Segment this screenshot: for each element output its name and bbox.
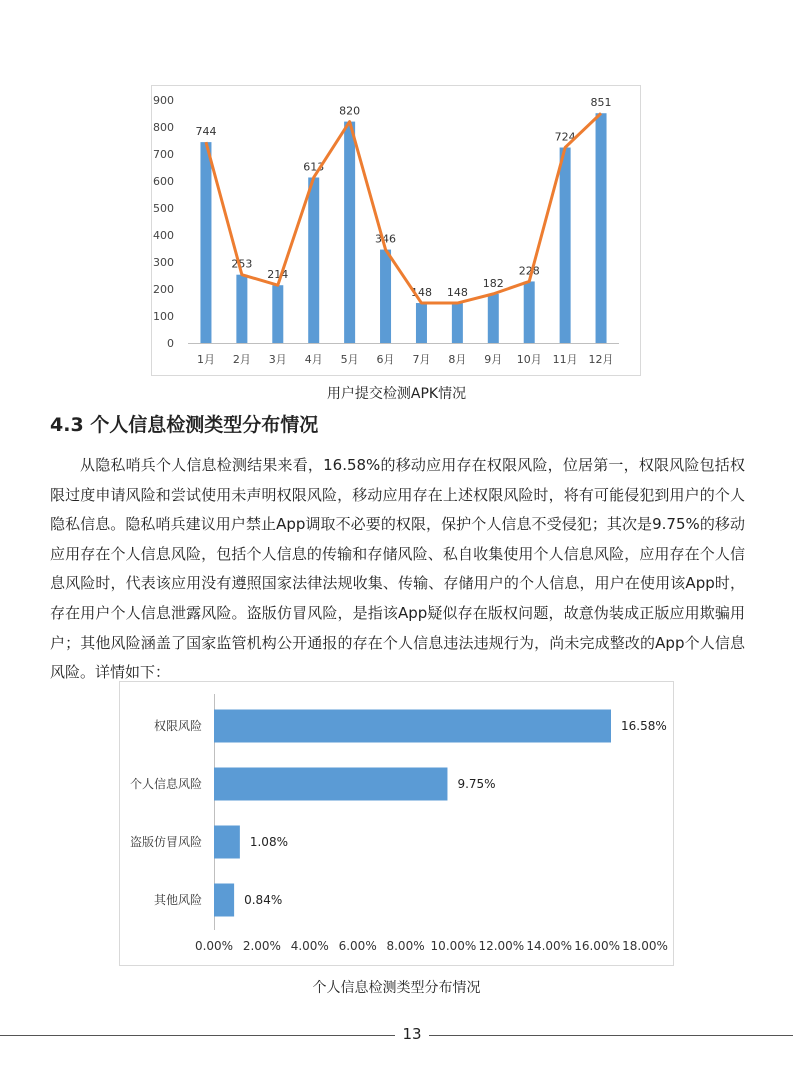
bar-7月 — [416, 303, 427, 343]
y-tick-label: 100 — [153, 310, 174, 323]
bar-value-label: 744 — [195, 125, 217, 139]
chart2-caption: 个人信息检测类型分布情况 — [312, 980, 481, 996]
category-label: 权限风险 — [153, 719, 202, 733]
x-tick-label: 0.00% — [194, 939, 234, 953]
bar-value-label: 148 — [410, 286, 432, 300]
bar-12月 — [596, 113, 607, 343]
bar-value-label: 228 — [518, 264, 540, 278]
bar-value-label: 724 — [554, 130, 576, 144]
y-tick-label: 600 — [153, 175, 174, 188]
bar-9月 — [488, 294, 499, 343]
bar-value-label: 346 — [375, 232, 397, 246]
risk-type-chart — [119, 681, 674, 966]
footer-divider-right — [429, 1035, 793, 1036]
bar-value-label: 253 — [231, 257, 253, 271]
x-tick-label: 8月 — [448, 353, 467, 366]
x-tick-label: 2.00% — [242, 939, 281, 953]
bar-10月 — [524, 281, 535, 343]
x-tick-label: 18.00% — [622, 939, 668, 953]
apk-submission-chart-svg — [152, 86, 642, 377]
bar-value-label: 613 — [303, 160, 325, 174]
bar-个人信息风险 — [214, 768, 447, 801]
x-tick-label: 8.00% — [386, 939, 425, 953]
x-tick-label: 4.00% — [290, 939, 329, 953]
bar-3月 — [272, 285, 283, 343]
trend-line — [206, 113, 601, 303]
section-paragraph: 从隐私哨兵个人信息检测结果来看，16.58%的移动应用存在权限风险，位居第一，权限风险包括权限过度申请风险和尝试使用未声明权限风险，移动应用存在上述权限风险时，将有可能侵犯到用户的个人隐私信息。隐私哨兵建议用户禁止App调取不必要的权限，保护个人信息不受侵犯；其次是9.75%的移动应用存在个人信息风险，包括个人信息的传输和存储风险、私自收集使用个人信息风险，应用存在个人信息风险时，代表该应用没有遵照国家法律法规收集、传输、存储用户的个人信息，用户在使用该App时，存在用户个人信息泄露风险。盗版仿冒风险，是指该App疑似存在版权问题，故意伪装成正版应用欺骗用户；其他风险涵盖了国家监管机构公开通报的存在个人信息违法违规行为，尚未完成整改的App个人信息风险。详情如下： — [50, 456, 745, 682]
category-label: 盗版仿冒风险 — [129, 835, 202, 849]
y-tick-label: 900 — [153, 94, 174, 107]
y-tick-label: 0 — [167, 337, 174, 350]
x-tick-label: 4月 — [304, 353, 323, 366]
x-tick-label: 3月 — [268, 353, 287, 366]
x-tick-label: 16.00% — [574, 939, 620, 953]
x-tick-label: 12.00% — [478, 939, 525, 953]
bar-6月 — [380, 250, 391, 343]
footer-divider-left — [0, 1035, 395, 1036]
bar-value-label: 148 — [446, 286, 468, 300]
x-tick-label: 9月 — [484, 353, 503, 366]
bar-其他风险 — [214, 884, 234, 917]
bar-5月 — [344, 122, 355, 343]
x-tick-label: 10.00% — [430, 939, 477, 953]
bar-权限风险 — [214, 710, 611, 743]
y-tick-label: 400 — [153, 229, 174, 242]
y-tick-label: 800 — [153, 121, 174, 134]
bar-value-label: 9.75% — [457, 777, 496, 791]
category-label: 其他风险 — [153, 893, 202, 907]
bar-value-label: 0.84% — [244, 893, 283, 907]
bar-value-label: 820 — [339, 104, 361, 118]
y-tick-label: 300 — [153, 256, 174, 269]
x-tick-label: 1月 — [196, 353, 215, 366]
bar-4月 — [308, 177, 319, 343]
x-tick-label: 2月 — [232, 353, 251, 366]
x-tick-label: 14.00% — [526, 939, 573, 953]
chart1-caption: 用户提交检测APK情况 — [326, 386, 467, 402]
bar-8月 — [452, 303, 463, 343]
x-tick-label: 7月 — [412, 353, 431, 366]
section-title: 4.3 个人信息检测类型分布情况 — [50, 414, 319, 436]
category-label: 个人信息风险 — [129, 777, 202, 791]
bar-1月 — [200, 142, 211, 343]
x-tick-label: 6月 — [376, 353, 395, 366]
bar-value-label: 214 — [267, 268, 289, 282]
bar-value-label: 16.58% — [620, 719, 667, 733]
x-tick-label: 11月 — [552, 353, 578, 366]
risk-type-chart-svg — [120, 682, 675, 967]
x-tick-label: 6.00% — [338, 939, 377, 953]
y-tick-label: 200 — [153, 283, 174, 296]
y-tick-label: 700 — [153, 148, 174, 161]
apk-submission-chart — [151, 85, 641, 376]
x-tick-label: 12月 — [588, 353, 614, 366]
y-tick-label: 500 — [153, 202, 174, 215]
x-tick-label: 10月 — [516, 353, 542, 366]
bar-value-label: 851 — [590, 96, 612, 110]
bar-2月 — [236, 275, 247, 343]
bar-value-label: 182 — [482, 276, 504, 290]
bar-value-label: 1.08% — [249, 835, 288, 849]
page-number: 13 — [402, 1025, 422, 1043]
bar-11月 — [560, 148, 571, 343]
x-tick-label: 5月 — [340, 353, 359, 366]
bar-盗版仿冒风险 — [214, 826, 240, 859]
